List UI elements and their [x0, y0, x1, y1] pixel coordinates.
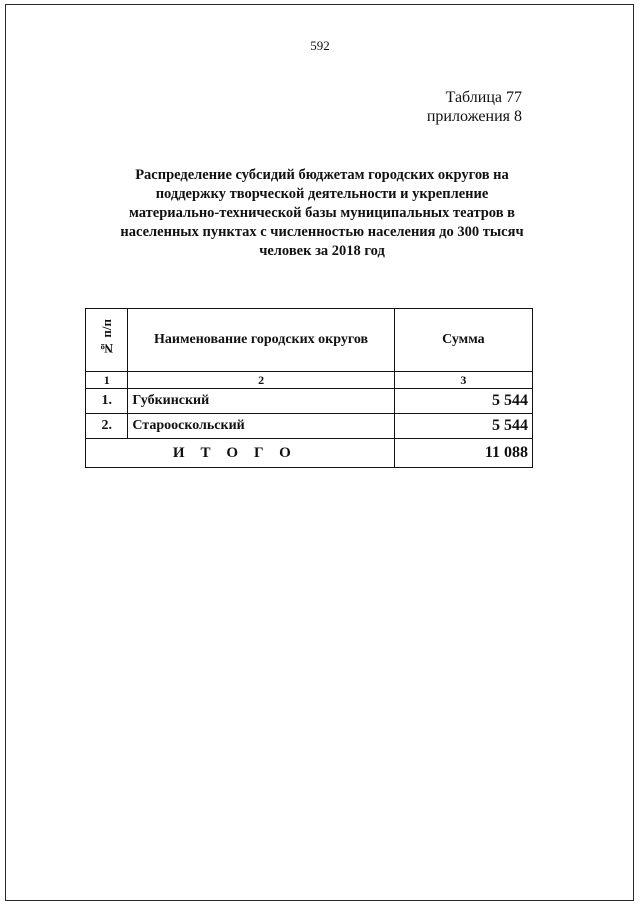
total-row — [86, 439, 533, 468]
column-index-3: 3 — [394, 372, 532, 389]
row-number: 2. — [86, 414, 128, 439]
document-title — [90, 166, 554, 261]
row-number: 1. — [86, 389, 128, 414]
table-reference-line-1: Таблица 77 — [445, 89, 522, 106]
column-index-2: 2 — [128, 372, 394, 389]
row-district-name: Старооскольский — [128, 414, 394, 439]
subsidy-table — [85, 308, 533, 468]
title-line-3: материально-технической базы муниципальных театров в — [129, 205, 515, 221]
column-index-row — [86, 372, 533, 389]
header-number-cell — [86, 309, 128, 372]
table-row — [86, 414, 533, 439]
row-sum: 5 544 — [394, 389, 532, 414]
column-index-1: 1 — [86, 372, 128, 389]
header-name-cell: Наименование городских округов — [128, 309, 394, 372]
title-line-2: поддержку творческой деятельности и укрепление — [155, 186, 489, 202]
row-sum: 5 544 — [394, 414, 532, 439]
table-reference — [427, 88, 522, 126]
title-line-4: населенных пунктах с численностью населения до 300 тысяч — [120, 224, 524, 240]
total-label: ИТОГО — [86, 439, 395, 468]
table-reference-line-2: приложения 8 — [426, 108, 522, 125]
table-row — [86, 389, 533, 414]
row-district-name: Губкинский — [128, 389, 394, 414]
header-number-label: № п/п — [98, 319, 114, 356]
title-line-1: Распределение субсидий бюджетам городских округов на — [135, 167, 509, 183]
header-sum-cell: Сумма — [394, 309, 532, 372]
page-number: 592 — [310, 38, 330, 53]
title-line-5: человек за 2018 год — [259, 243, 385, 259]
table-header-row — [86, 309, 533, 372]
total-sum: 11 088 — [394, 439, 532, 468]
